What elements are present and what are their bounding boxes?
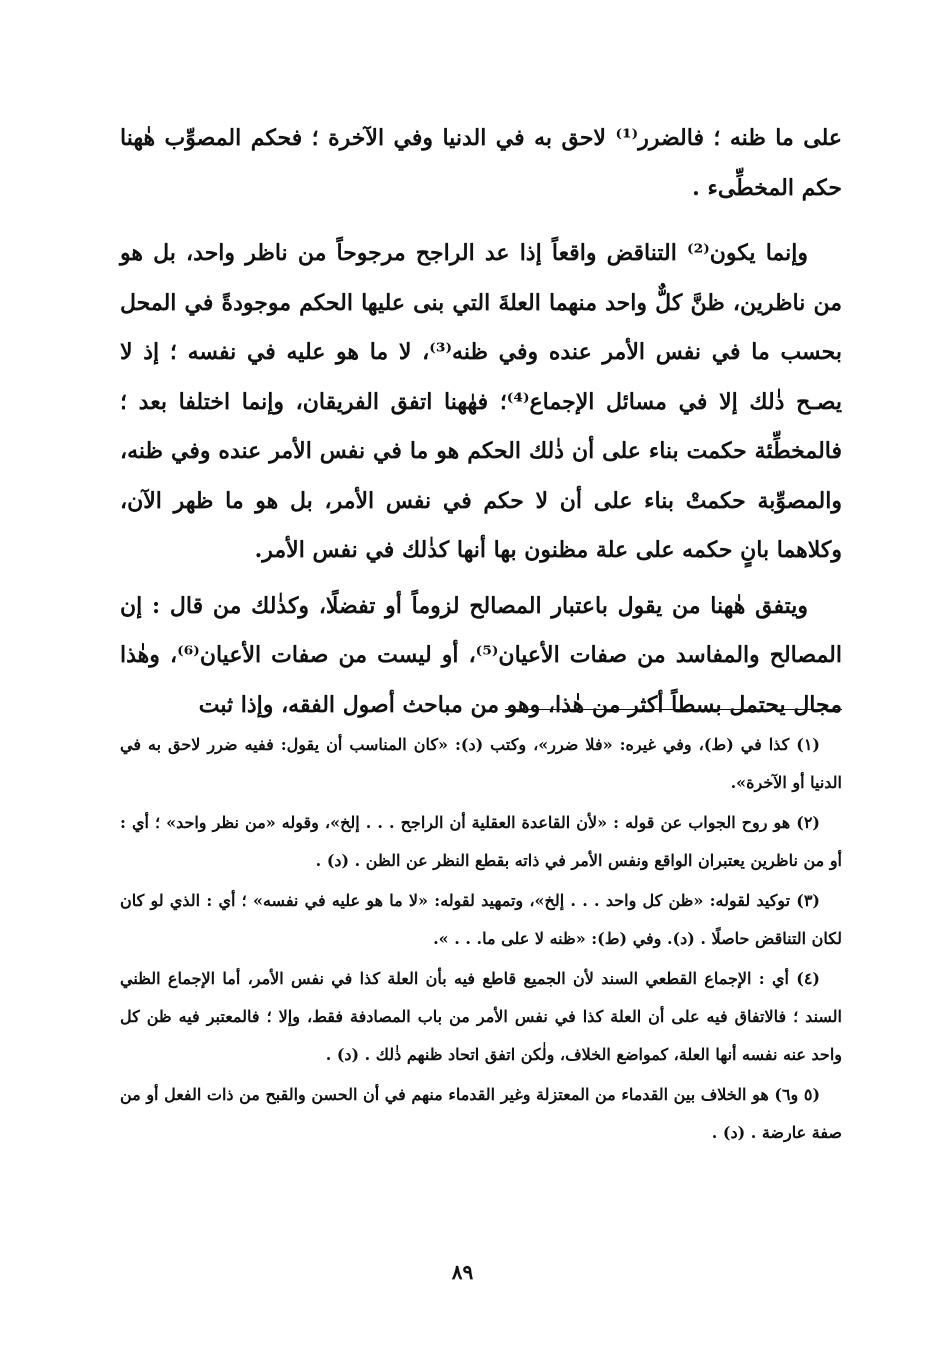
footnotes — [120, 726, 842, 1154]
footnote: (٥ و٦) هو الخلاف بين القدماء من المعتزلة وغير القدماء منهم في أن الحسن والقبح من ذات الفعل أو من صفة عارضة . (د) . — [120, 1085, 842, 1142]
body-paragraph: على ما ظنه ؛ فالضرر⁽¹⁾ لاحق به في الدنيا وفي الآخرة ؛ فحكم المصوِّب هٰهنا حكم المخطِّىء . — [120, 125, 842, 201]
body-paragraph: وإنما يكون⁽²⁾ التناقض واقعاً إذا عد الراجح مرجوحاً من ناظر واحد، بل هو من ناظرين، ظنَّ كلٌّ واحد منهما العلةَ التي بنى عليها الحكم موجودةً في المحل بحسب ما في نفس الأمر عنده وفي ظنه⁽³⁾، لا ما هو عليه في نفسه ؛ إذ لا يصـح ذٰلك إلا في مسائل الإجماع⁽⁴⁾؛ فهٰهنا اتفق الفريقان، وإنما اختلفا بعد ؛ فالمخطِّئة حكمت بناء على أن ذٰلك الحكم هو ما في نفس الأمر عنده وفي ظنه، والمصوِّبة حكمتْ بناء على أن لا حكم في نفس الأمر، بل هو ما ظهر الآن، وكلاهما بانٍ حكمه على علة مظنون بها أنها كذٰلك في نفس الأمر. — [120, 240, 842, 563]
page-number: ٨٩ — [451, 1260, 474, 1284]
body-paragraph: ويتفق هٰهنا من يقول باعتبار المصالح لزوماً أو تفضلًا، وكذٰلك من قال : إن المصالح والمفاسد من صفات الأعيان⁽⁵⁾، أو ليست من صفات الأعيان⁽⁶⁾، وهٰذا مجال يحتمل بسطاً أكثر من هٰذا، وهو من مباحث أصول الفقه، وإذا ثبت — [120, 592, 842, 718]
footnote: (٢) هو روح الجواب عن قوله : «لأن القاعدة العقلية أن الراجح . . . إلخ»، وقوله «من نظر واحد» ؛ أي : أو من ناظرين يعتبران الواقع ونفس الأمر في ذاته بقطع النظر عن الظن . (د) . — [120, 813, 842, 870]
footnote: (١) كذا في (ط)، وفي غيره: «فلا ضرر»، وكتب (د): «كان المناسب أن يقول: ففيه ضرر لاحق به في الدنيا أو الآخرة». — [120, 735, 842, 792]
footnote-separator — [505, 709, 842, 710]
main-text — [120, 114, 842, 730]
footnote: (٣) توكيد لقوله: «ظن كل واحد . . . إلخ»، وتمهيد لقوله: «لا ما هو عليه في نفسه» ؛ أي : الذي لو كان لكان التناقض حاصلًا . (د). وفي (ط): «ظنه لا على ما. . . ». — [120, 891, 842, 948]
footnote: (٤) أي : الإجماع القطعي السند لأن الجميع قاطع فيه بأن العلة كذا في نفس الأمر، أما الإجماع الظني السند ؛ فالاتفاق فيه على أن العلة كذا في نفس الأمر من باب المصادفة فقط، وإلا ؛ فالمعتبر فيه ظن كل واحد عنه نفسه أنها العلة، كمواضع الخلاف، ولٰكن اتفق اتحاد ظنهم ذٰلك . (د) . — [120, 969, 842, 1064]
